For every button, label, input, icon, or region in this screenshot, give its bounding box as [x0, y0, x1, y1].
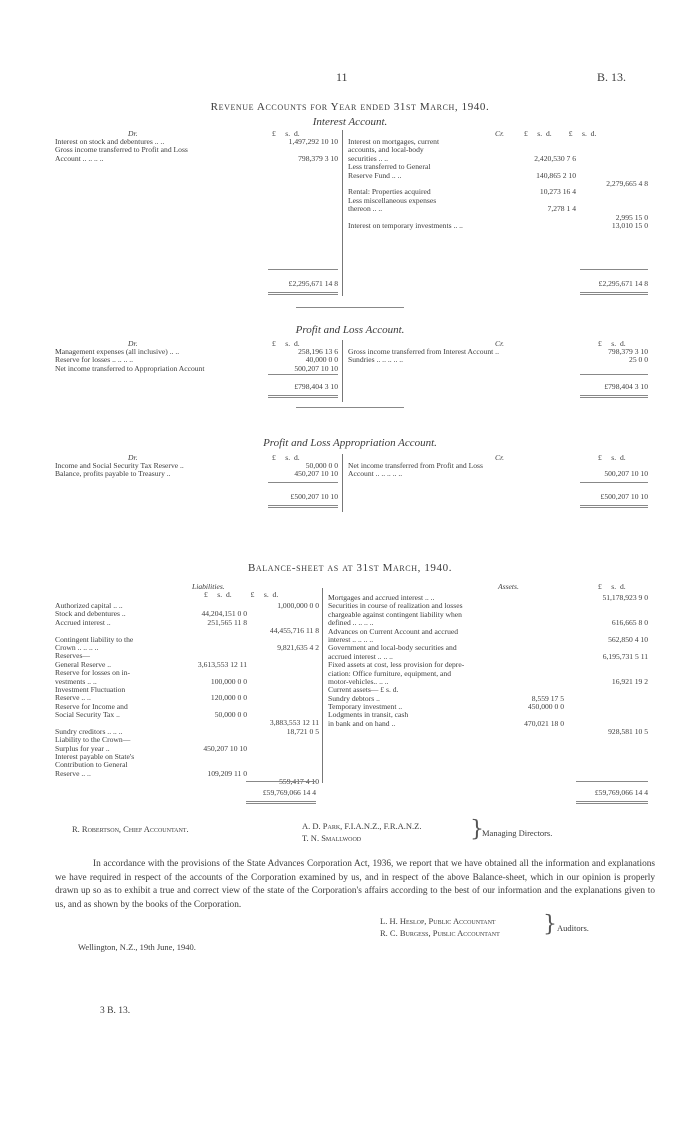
appropriation-dr-row: Balance, profits payable to Treasury .. 450,207 10 10 [55, 469, 338, 479]
liability-row: Reserves— [55, 651, 91, 661]
page-number: 11 [336, 70, 348, 84]
asset-row: Fixed assets at cost, less provision for depre- [328, 660, 465, 670]
appropriation-cr-row: Net income transferred from Profit and Loss [348, 461, 483, 470]
liability-row: Investment Fluctuation [55, 684, 126, 694]
pl-cr-total-rule [580, 374, 648, 375]
liability-row: Reserve .. .. 109,209 11 0 [55, 768, 247, 778]
liability-row: 44,455,716 11 8 [269, 626, 319, 636]
interest-cr-row: 2,279,665 4 8 [606, 178, 648, 188]
interest-cr-total-rule [580, 269, 648, 270]
chief-accountant-signature: R. Robertson, Chief Accountant. [72, 824, 189, 834]
balance-column-rule [322, 588, 323, 783]
assets-money-head: £ s. d. [598, 582, 626, 591]
liability-row: Reserve .. .. 120,000 0 0 [55, 693, 247, 703]
interest-cr-row: securities .. .. 2,420,530 7 6 [348, 153, 576, 163]
asset-row: 928,581 10 5 [608, 727, 648, 737]
interest-cr-row: Less miscellaneous expenses [348, 195, 437, 205]
assets-label: Assets. [498, 582, 519, 591]
asset-row: Temporary investment .. 450,000 0 0 [328, 702, 564, 712]
liability-row: Accrued interest .. 251,565 11 8 [55, 617, 247, 627]
auditors-report: In accordance with the provisions of the State Advances Corporation Act, 1936, we report that we have obtained all the information and explanations we have required in respect of the accounts of the Corporation examined by us, and in respect of the above Balance-sheet, which in our opinion is properly drawn up so as to exhibit a true and correct view of the state of the Corporation's affairs according to the best of our information and the explanations given to us, and as shown by the books of the Corporation. [55, 859, 655, 910]
interest-cr-row: Rental: Properties acquired 10,273 16 4 [348, 187, 576, 197]
appropriation-column-rule [342, 454, 343, 512]
profit-loss-subtitle: Profit and Loss Account. [295, 324, 405, 336]
liability-row: Social Security Tax .. 50,000 0 0 [55, 710, 247, 720]
pl-cr-list [348, 348, 648, 365]
liabilities-money-head: £ s. d. £ s. d. [204, 590, 279, 599]
appropriation-cr-row: Account .. .. .. .. .. 500,207 10 10 [348, 469, 648, 479]
managing-director-1: A. D. Park, F.I.A.N.Z., F.R.A.N.Z. [302, 821, 422, 831]
appropriation-cr-total: £500,207 10 10 [600, 492, 648, 501]
document-reference: B. 13. [597, 70, 627, 84]
interest-account-subtitle: Interest Account. [312, 116, 388, 128]
appropriation-dr-list [55, 462, 342, 479]
asset-row: Mortgages and accrued interest .. .. 51,178,923 9 0 [328, 593, 648, 602]
pl-cr-total: £798,404 3 10 [604, 382, 648, 391]
appropriation-subtitle: Profit and Loss Appropriation Account. [263, 437, 437, 449]
liability-row: Authorized capital .. .. 1,000,000 0 0 [55, 601, 319, 610]
interest-cr-row: Reserve Fund .. .. 140,865 2 10 [348, 170, 576, 180]
liabilities-label: Liabilities. [192, 582, 225, 591]
liabilities-total-double-rule [246, 801, 316, 804]
pl-dr-total: £798,404 3 10 [294, 382, 338, 391]
liability-row: Contingent liability to the [55, 634, 134, 644]
managing-directors-label: Managing Directors. [482, 828, 553, 838]
pl-dr-row: Net income transferred to Appropriation Account 500,207 10 10 [55, 363, 338, 373]
pl-cr-total-double-rule [580, 395, 648, 398]
interest-dr-label: Dr. [128, 129, 138, 138]
pl-dr-total-double-rule [268, 395, 338, 398]
pl-dr-money-head: £ s. d. [272, 339, 300, 348]
pl-cr-row: Gross income transferred from Interest Account .. 798,379 3 10 [348, 347, 648, 356]
pl-cr-money-head: £ s. d. [598, 339, 626, 348]
pl-cr-label: Cr. [495, 339, 505, 348]
assets-total: £59,769,066 14 4 [594, 788, 648, 797]
asset-row: interest .. .. .. .. 562,850 4 10 [328, 634, 648, 644]
interest-cr-row: accounts, and local-body [348, 145, 424, 155]
interest-column-rule [342, 130, 343, 296]
asset-row: Government and local-body securities and [328, 643, 457, 653]
pl-column-rule [342, 340, 343, 402]
pl-dr-list [55, 348, 342, 373]
interest-cr-list [348, 138, 648, 230]
interest-cr-row: Less transferred to General [348, 162, 431, 172]
interest-cr-total-double-rule [580, 292, 648, 295]
interest-cr-money-head: £ s. d. £ s. d. [524, 129, 597, 138]
liability-row: Stock and debentures .. 44,204,151 0 0 [55, 609, 247, 619]
place-and-date: Wellington, N.Z., 19th June, 1940. [78, 942, 196, 952]
interest-dr-money-head: £ s. d. [272, 129, 300, 138]
pl-dr-row: Reserve for losses .. .. .. .. 40,000 0 0 [55, 355, 338, 365]
liability-row: General Reserve .. 3,613,553 12 11 [55, 659, 247, 669]
interest-cr-row: thereon .. .. 7,278 1 4 [348, 204, 576, 214]
liability-row: Surplus for year .. 450,207 10 10 [55, 743, 247, 753]
liability-row: Reserve for Income and [55, 701, 128, 711]
liabilities-list [55, 602, 319, 787]
asset-row: accrued interest .. .. .. 6,195,731 5 11 [328, 651, 648, 661]
asset-row: Current assets— £ s. d. [328, 685, 399, 695]
auditor-2: R. C. Burgess, Public Accountant [380, 928, 500, 938]
asset-row: Advances on Current Account and accrued [328, 626, 459, 636]
appropriation-dr-total-rule [268, 482, 338, 483]
liability-row: 3,883,553 12 11 [269, 718, 319, 728]
pl-dr-total-rule [268, 374, 338, 375]
pl-cr-row: Sundries .. .. .. .. .. 25 0 0 [348, 355, 648, 365]
liability-row: Liability to the Crown— [55, 735, 131, 745]
appropriation-dr-row: Income and Social Security Tax Reserve .. 50,000 0 0 [55, 461, 338, 470]
interest-cr-row: 2,995 15 0 [615, 212, 648, 222]
appropriation-dr-label: Dr. [128, 453, 138, 462]
liability-row: Contribution to General [55, 760, 128, 770]
auditors-brace: } [543, 912, 557, 937]
pl-dr-label: Dr. [128, 339, 138, 348]
appropriation-cr-label: Cr. [495, 453, 505, 462]
assets-total-double-rule [576, 801, 648, 804]
asset-row: motor-vehicles.. .. .. 16,921 19 2 [328, 676, 648, 686]
interest-dr-total: £2,295,671 14 8 [288, 279, 338, 288]
auditors-label: Auditors. [557, 923, 589, 933]
interest-cr-row: Interest on mortgages, current [348, 137, 440, 146]
interest-dr-row: Gross income transferred to Profit and Loss [55, 145, 188, 155]
liability-row: 559,417 4 10 [279, 777, 319, 787]
appropriation-dr-total: £500,207 10 10 [290, 492, 338, 501]
asset-row: chargeable against contingent liability when [328, 609, 462, 619]
appropriation-dr-total-double-rule [268, 505, 338, 508]
appropriation-cr-list [348, 462, 648, 479]
assets-total-rule [576, 781, 648, 782]
interest-cr-total: £2,295,671 14 8 [598, 279, 648, 288]
pl-dr-row: Management expenses (all inclusive) .. .. 258,196 13 6 [55, 347, 338, 356]
asset-row: Sundry debtors .. 8,559 17 5 [328, 693, 564, 703]
liability-row: Sundry creditors .. .. .. 18,721 0 5 [55, 726, 319, 736]
liabilities-total: £59,769,066 14 4 [262, 788, 316, 797]
interest-dr-total-double-rule [268, 292, 338, 295]
liability-row: vestments .. .. 100,000 0 0 [55, 676, 247, 686]
asset-row: in bank and on hand .. 470,021 18 0 [328, 718, 564, 728]
asset-row: Lodgments in transit, cash [328, 710, 409, 720]
liability-row: Crown .. .. .. .. 9,821,635 4 2 [55, 642, 319, 652]
liability-row: Reserve for losses on in- [55, 668, 131, 678]
interest-dr-total-rule [268, 269, 338, 270]
liabilities-total-rule [246, 781, 316, 782]
auditor-1: L. H. Heslop, Public Accountant [380, 916, 496, 926]
liability-row: Interest payable on State's [55, 752, 135, 762]
interest-dr-row: Interest on stock and debentures .. .. 1,497,292 10 10 [55, 137, 338, 146]
asset-row: defined .. .. .. .. 616,665 8 0 [328, 618, 648, 628]
interest-dr-row: Account .. .. .. .. 798,379 3 10 [55, 153, 338, 163]
interest-cr-label: Cr. [495, 129, 505, 138]
revenue-accounts-title: Revenue Accounts for Year ended 31st March, 1940. [210, 101, 490, 113]
footer-signature-mark: 3 B. 13. [100, 1006, 131, 1016]
managing-director-2: T. N. Smallwood [302, 833, 362, 843]
appropriation-dr-money-head: £ s. d. [272, 453, 300, 462]
pl-section-divider [296, 407, 404, 408]
balance-sheet-title: Balance-sheet as at 31st March, 1940. [247, 562, 453, 574]
directors-brace: } [470, 817, 484, 842]
interest-dr-list [55, 138, 342, 163]
interest-section-divider [296, 307, 404, 308]
asset-row: Securities in course of realization and losses [328, 601, 463, 611]
appropriation-cr-total-rule [580, 482, 648, 483]
appropriation-cr-total-double-rule [580, 505, 648, 508]
asset-row: ciation: Office furniture, equipment, and [328, 668, 452, 678]
assets-list [328, 594, 648, 737]
interest-cr-row: Interest on temporary investments .. .. 13,010 15 0 [348, 220, 648, 230]
appropriation-cr-money-head: £ s. d. [598, 453, 626, 462]
